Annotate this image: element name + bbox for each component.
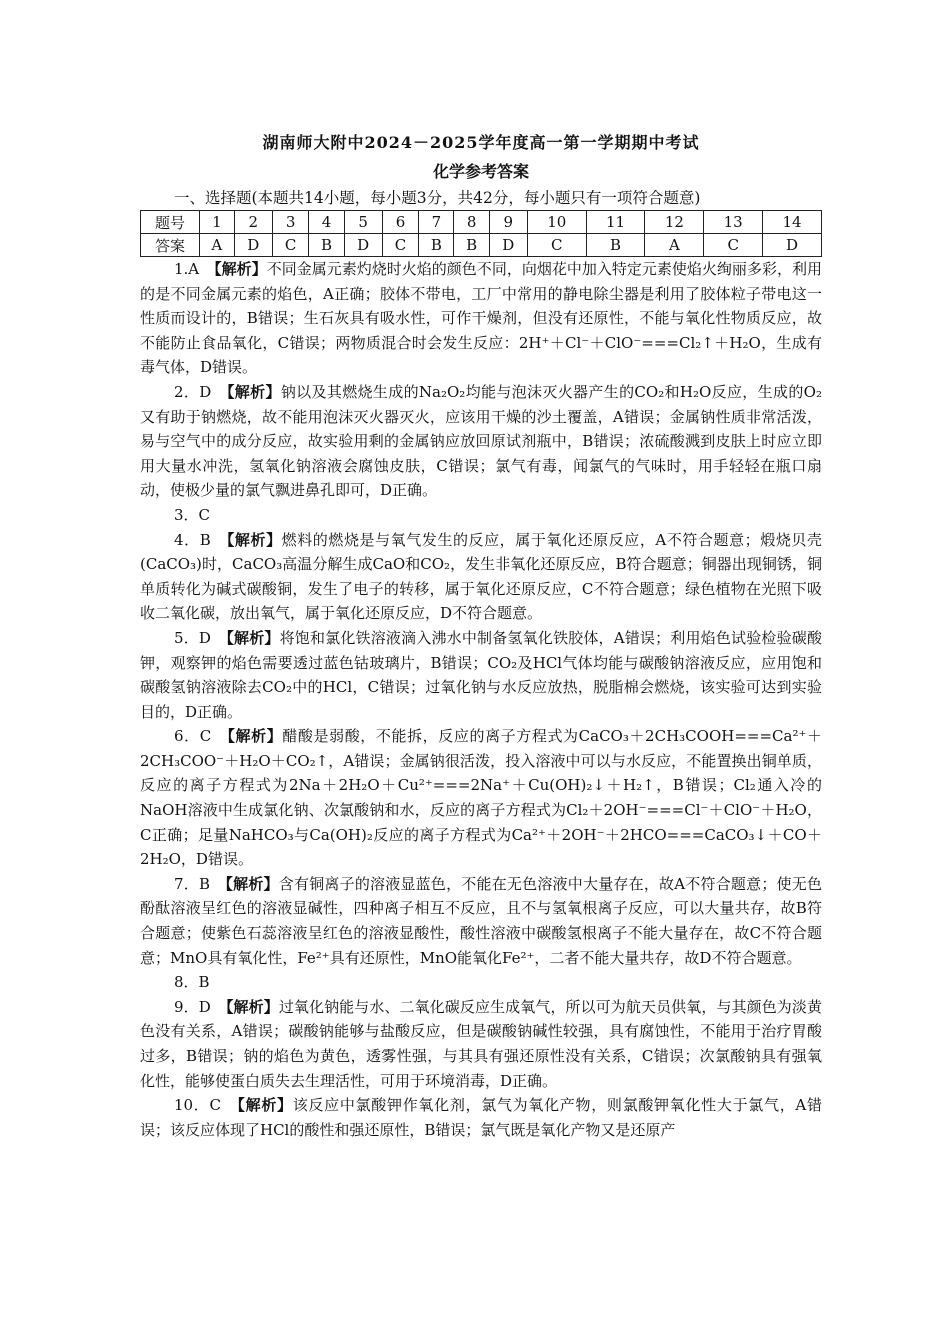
item-number: 7．B — [174, 874, 226, 893]
table-cell: 1 — [200, 211, 235, 234]
page-title: 湖南师大附中2024－2025学年度高一第一学期期中考试 — [262, 133, 700, 152]
table-cell: 8 — [454, 211, 489, 234]
analysis-tag: 【解析】 — [227, 727, 283, 746]
table-cell: 7 — [419, 211, 454, 234]
table-cell: B — [309, 234, 344, 257]
explanation-item — [140, 257, 822, 380]
table-cell: B — [586, 234, 645, 257]
item-number: 9．D — [174, 997, 226, 1016]
explanation-item — [140, 1093, 822, 1142]
explanation-item — [140, 380, 822, 503]
table-cell: 12 — [645, 211, 704, 234]
item-text: 醋酸是弱酸，不能拆，反应的离子方程式为CaCO₃＋2CH₃COOH===Ca²⁺＋2CH₃COO⁻＋H₂O＋CO₂↑，A错误；金属钠很活泼，投入溶液中可以与水反应，不能置换出铜单质，反应的离子方程式为2Na＋2H₂O＋Cu²⁺===2Na⁺＋Cu(OH)₂↓＋H₂↑，B错误；Cl₂通入冷的NaOH溶液中生成氯化钠、次氯酸钠和水，反应的离子方程式为Cl₂＋2OH⁻===Cl⁻＋ClO⁻＋H₂O，C正确；足量NaHCO₃与Ca(OH)₂反应的离子方程式为Ca²⁺＋2OH⁻＋2HCO===CaCO₃↓＋CO＋2H₂O，D错误。 — [140, 727, 822, 869]
item-number: 10．C — [174, 1096, 238, 1115]
explanation-item — [140, 528, 822, 626]
table-cell: D — [234, 234, 272, 257]
table-row-answers — [141, 234, 822, 257]
item-number: 1.A — [174, 260, 215, 278]
item-text: 含有铜离子的溶液显蓝色，不能在无色溶液中大量存在，故A不符合题意；使无色酚酞溶液呈红色的溶液显碱性，四种离子相互不反应，且不与氢氧根离子反应，可以大量共存，故B符合题意；使紫色石蕊溶液呈红色的溶液显酸性，酸性溶液中碳酸氢根离子不能大量存在，故C不符合题意；MnO具有氧化性，Fe²⁺具有还原性，MnO能氧化Fe²⁺，二者不能大量共存，故D不符合题意。 — [140, 874, 822, 967]
explanation-item — [140, 872, 822, 970]
table-cell: B — [454, 234, 489, 257]
answer-sheet — [140, 122, 822, 1142]
analysis-tag: 【解析】 — [214, 260, 267, 278]
item-number: 3．C — [174, 505, 211, 524]
analysis-tag: 【解析】 — [226, 628, 280, 647]
analysis-tag: 【解析】 — [225, 997, 279, 1016]
page-subtitle: 化学参考答案 — [432, 162, 529, 181]
analysis-tag: 【解析】 — [225, 874, 279, 893]
analysis-tag: 【解析】 — [237, 1096, 293, 1115]
item-text: 该反应中氯酸钾作氧化剂，氯气为氧化产物，则氯酸钾氧化性大于氯气，A错误；该反应体现了HCl的酸性和强还原性，B错误；氯气既是氧化产物又是还原产 — [140, 1096, 822, 1139]
analysis-tag: 【解析】 — [226, 530, 282, 549]
table-cell: D — [344, 234, 382, 257]
table-cell: B — [419, 234, 454, 257]
table-cell: C — [527, 234, 586, 257]
table-cell: 14 — [763, 211, 822, 234]
table-cell: C — [382, 234, 419, 257]
explanation-item — [140, 626, 822, 724]
item-number: 8．B — [174, 973, 210, 992]
table-cell: C — [704, 234, 763, 257]
table-row-numbers — [141, 211, 822, 234]
table-cell: 5 — [344, 211, 382, 234]
item-number: 5．D — [174, 628, 227, 647]
item-text: 不同金属元素灼烧时火焰的颜色不同，向烟花中加入特定元素使焰火绚丽多彩，利用的是不同金属元素的焰色，A正确；胶体不带电，工厂中常用的静电除尘器是利用了胶体粒子带电这一性质而设计的，B错误；生石灰具有吸水性，可作干燥剂，但没有还原性，不能与氧化性物质反应，故不能防止食品氧化，C错误；两物质混合时会发生反应：2H⁺＋Cl⁻＋ClO⁻===Cl₂↑＋H₂O，生成有毒气体，D错误。 — [140, 260, 822, 377]
explanation-item — [140, 503, 822, 528]
table-cell: D — [763, 234, 822, 257]
item-number: 4．B — [174, 530, 227, 549]
table-cell: 13 — [704, 211, 763, 234]
table-cell: A — [200, 234, 235, 257]
analysis-tag: 【解析】 — [226, 382, 281, 401]
table-cell: 4 — [309, 211, 344, 234]
item-number: 6．C — [174, 727, 228, 746]
table-cell: 6 — [382, 211, 419, 234]
table-cell: 11 — [586, 211, 645, 234]
explanations — [140, 257, 822, 1142]
table-cell: C — [272, 234, 309, 257]
table-cell: 10 — [527, 211, 586, 234]
explanation-item — [140, 995, 822, 1093]
item-text: 过氧化钠能与水、二氧化碳反应生成氧气，所以可为航天员供氧，与其颜色为淡黄色没有关系，A错误；碳酸钠能够与盐酸反应，但是碳酸钠碱性较强，具有腐蚀性，不能用于治疗胃酸过多，B错误；钠的焰色为黄色，透雾性强，与其具有强还原性没有关系，C错误；次氯酸钠具有强氧化性，能够使蛋白质失去生理活性，可用于环境消毒，D正确。 — [140, 997, 822, 1090]
item-text: 将饱和氯化铁溶液滴入沸水中制备氢氧化铁胶体，A错误；利用焰色试验检验碳酸钾，观察钾的焰色需要透过蓝色钴玻璃片，B错误；CO₂及HCl气体均能与碳酸钠溶液反应，应用饱和碳酸氢钠溶液除去CO₂中的HCl，C错误；过氧化钠与水反应放热，脱脂棉会燃烧，该实验可达到实验目的，D正确。 — [140, 628, 822, 721]
item-number: 2．D — [174, 382, 227, 401]
section-heading: 一、选择题(本题共14小题，每小题3分，共42分，每小题只有一项符合题意) — [174, 189, 701, 207]
answer-table — [140, 210, 822, 257]
item-text: 燃料的燃烧是与氧气发生的反应，属于氧化还原反应，A不符合题意；煅烧贝壳(CaCO₃)时，CaCO₃高温分解生成CaO和CO₂，发生非氧化还原反应，B符合题意；铜器出现铜锈，铜单质转化为碱式碳酸铜，发生了电子的转移，属于氧化还原反应，C不符合题意；绿色植物在光照下吸收二氧化碳，放出氧气，属于氧化还原反应，D不符合题意。 — [140, 530, 822, 623]
table-header-cell: 答案 — [141, 234, 200, 257]
table-cell: 9 — [489, 211, 527, 234]
table-header-cell: 题号 — [141, 211, 200, 234]
table-cell: 2 — [234, 211, 272, 234]
item-text: 钠以及其燃烧生成的Na₂O₂均能与泡沫灭火器产生的CO₂和H₂O反应，生成的O₂又有助于钠燃烧，故不能用泡沫灭火器灭火，应该用干燥的沙土覆盖，A错误；金属钠性质非常活泼，易与空气中的成分反应，故实验用剩的金属钠应放回原试剂瓶中，B错误；浓硫酸溅到皮肤上时应立即用大量水冲洗，氢氧化钠溶液会腐蚀皮肤，C错误；氯气有毒，闻氯气的气味时，用手轻轻在瓶口扇动，使极少量的氯气飘进鼻孔即可，D正确。 — [140, 382, 822, 500]
table-cell: D — [489, 234, 527, 257]
explanation-item — [140, 724, 822, 872]
table-cell: 3 — [272, 211, 309, 234]
table-cell: A — [645, 234, 704, 257]
explanation-item — [140, 970, 822, 995]
